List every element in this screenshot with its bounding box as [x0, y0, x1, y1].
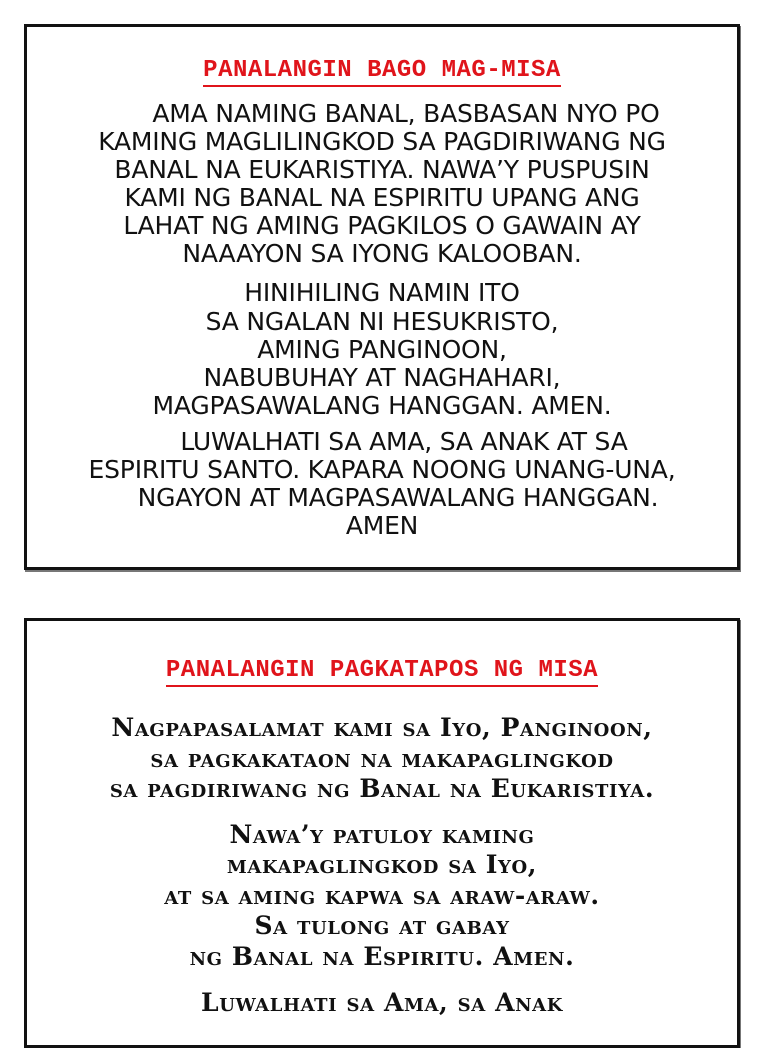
prayer-line: MAGPASAWALANG HANGGAN. AMEN. [152, 391, 612, 420]
prayer-line: NABUBUHAY AT NAGHAHARI, [203, 363, 561, 392]
prayer-line: NGAYON AT MAGPASAWALANG HANGGAN. [137, 483, 659, 512]
prayer-line: NAAAYON SA IYONG KALOOBAN. [182, 239, 582, 268]
prayer-title [27, 57, 737, 84]
prayer-line: ESPIRITU SANTO. KAPARA NOONG UNANG-UNA, [88, 455, 676, 484]
prayer-line: HINIHILING NAMIN ITO [244, 278, 520, 307]
prayer-title [27, 657, 737, 684]
prayer-line: AMEN [345, 511, 419, 540]
prayer-line: Nagpapasalamat kami sa Iyo, Panginoon, [111, 713, 653, 742]
prayer-line: Sa tulong at gabay [254, 911, 510, 940]
prayer-title-text: PANALANGIN PAGKATAPOS NG MISA [166, 657, 598, 687]
prayer-line: SA NGALAN NI HESUKRISTO, [205, 307, 559, 336]
prayer-line: AMA NAMING BANAL, BASBASAN NYO PO [152, 99, 660, 128]
prayer-line: AMING PANGINOON, [257, 335, 507, 364]
prayer-line: Luwalhati sa Ama, sa Anak [201, 988, 563, 1017]
prayer-line: LUWALHATI SA AMA, SA ANAK AT SA [180, 427, 628, 456]
prayer-card-before-mass [24, 24, 740, 570]
prayer-title-text: PANALANGIN BAGO MAG-MISA [203, 57, 561, 87]
prayer-line: at sa aming kapwa sa araw-araw. [164, 881, 600, 910]
prayer-card-after-mass [24, 618, 740, 1048]
prayer-line: ng Banal na Espiritu. Amen. [189, 942, 575, 971]
prayer-line: sa pagkakataon na makapaglingkod [150, 744, 614, 773]
prayer-line: Nawa’y patuloy kaming [229, 820, 535, 849]
prayer-line: LAHAT NG AMING PAGKILOS O GAWAIN AY [123, 211, 641, 240]
prayer-line: sa pagdiriwang ng Banal na Eukaristiya. [109, 774, 655, 803]
prayer-line: makapaglingkod sa Iyo, [226, 850, 538, 879]
prayer-line: KAMING MAGLILINGKOD SA PAGDIRIWANG NG [98, 127, 666, 156]
prayer-line: BANAL NA EUKARISTIYA. NAWA’Y PUSPUSIN [114, 155, 650, 184]
prayer-line: KAMI NG BANAL NA ESPIRITU UPANG ANG [124, 183, 640, 212]
